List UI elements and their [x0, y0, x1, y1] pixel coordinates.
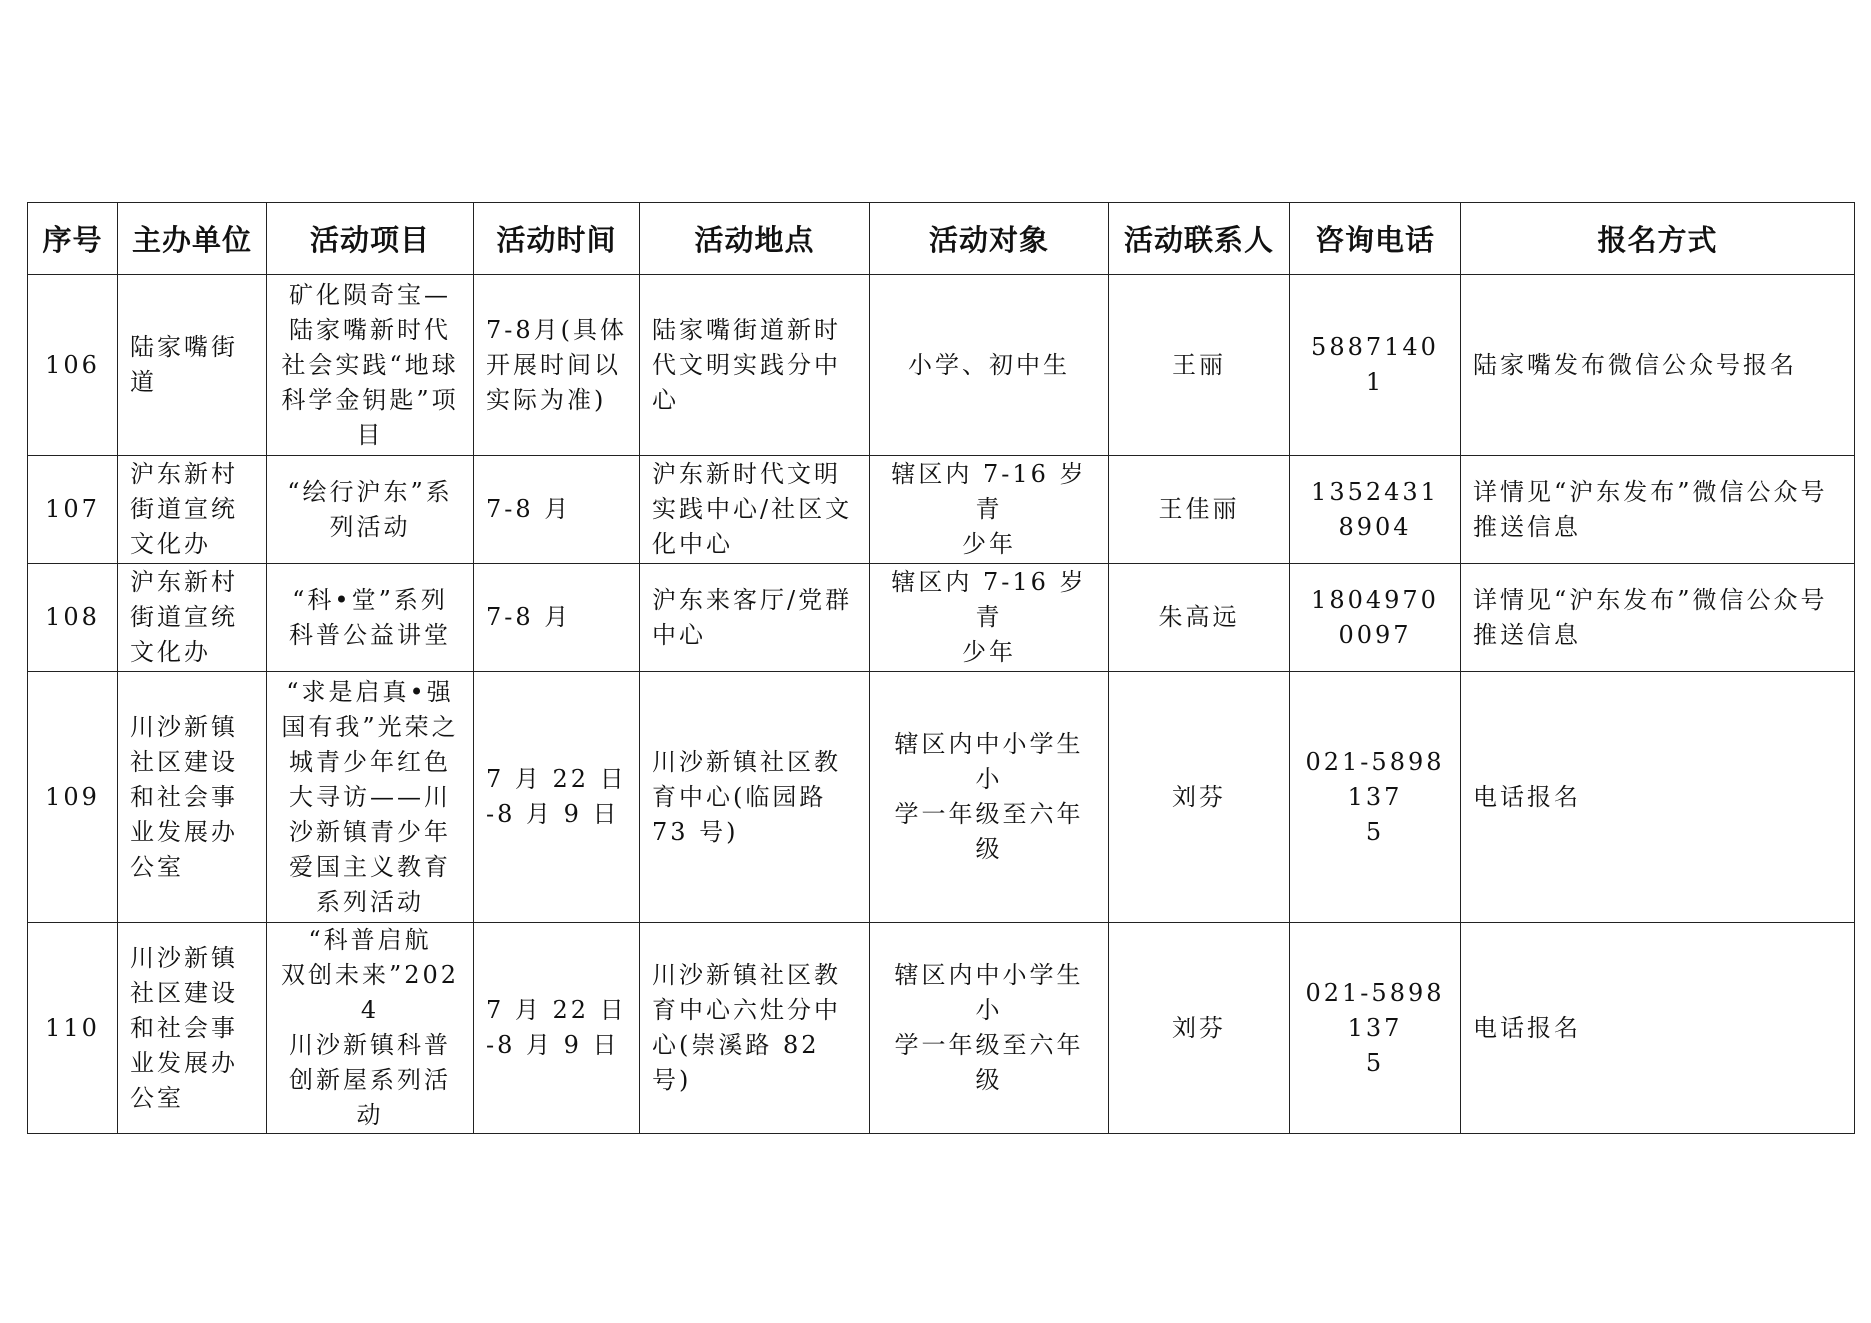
table-header-row [28, 203, 1855, 275]
cell-phone: 13524318904 [1290, 456, 1461, 564]
cell-audience: 辖区内中小学生小 学一年级至六年级 [870, 672, 1109, 923]
table-row [28, 456, 1855, 564]
cell-location: 沪东来客厅/党群 中心 [640, 564, 870, 672]
cell-organizer: 陆家嘴街 道 [118, 275, 267, 456]
cell-project: “科•堂”系列 科普公益讲堂 [267, 564, 474, 672]
cell-phone: 18049700097 [1290, 564, 1461, 672]
cell-audience: 辖区内 7-16 岁青 少年 [870, 456, 1109, 564]
cell-contact: 王丽 [1109, 275, 1290, 456]
cell-signup: 陆家嘴发布微信公众号报名 [1461, 275, 1855, 456]
cell-project: “科普启航 双创未来”2024 川沙新镇科普 创新屋系列活 动 [267, 923, 474, 1134]
table-row [28, 564, 1855, 672]
cell-time: 7-8 月 [474, 456, 640, 564]
cell-signup: 详情见“沪东发布”微信公众号 推送信息 [1461, 456, 1855, 564]
cell-location: 川沙新镇社区教 育中心六灶分中 心(崇溪路 82 号) [640, 923, 870, 1134]
cell-location: 陆家嘴街道新时 代文明实践分中 心 [640, 275, 870, 456]
cell-project: 矿化陨奇宝— 陆家嘴新时代 社会实践“地球 科学金钥匙”项 目 [267, 275, 474, 456]
cell-organizer: 沪东新村 街道宣统 文化办 [118, 564, 267, 672]
cell-organizer: 川沙新镇 社区建设 和社会事 业发展办 公室 [118, 923, 267, 1134]
table-row [28, 672, 1855, 923]
cell-phone: 021-5898137 5 [1290, 672, 1461, 923]
cell-audience: 小学、初中生 [870, 275, 1109, 456]
cell-no: 109 [28, 672, 118, 923]
cell-contact: 王佳丽 [1109, 456, 1290, 564]
cell-project: “绘行沪东”系 列活动 [267, 456, 474, 564]
cell-time: 7-8月(具体 开展时间以 实际为准) [474, 275, 640, 456]
header-audience: 活动对象 [870, 203, 1109, 275]
header-contact: 活动联系人 [1109, 203, 1290, 275]
cell-no: 107 [28, 456, 118, 564]
table-row [28, 923, 1855, 1134]
cell-contact: 刘芬 [1109, 923, 1290, 1134]
cell-signup: 电话报名 [1461, 672, 1855, 923]
cell-organizer: 川沙新镇 社区建设 和社会事 业发展办 公室 [118, 672, 267, 923]
cell-time: 7 月 22 日 -8 月 9 日 [474, 672, 640, 923]
cell-location: 沪东新时代文明 实践中心/社区文 化中心 [640, 456, 870, 564]
cell-time: 7 月 22 日 -8 月 9 日 [474, 923, 640, 1134]
cell-project: “求是启真•强 国有我”光荣之 城青少年红色 大寻访——川 沙新镇青少年 爱国主义教育 系列活动 [267, 672, 474, 923]
cell-audience: 辖区内 7-16 岁青 少年 [870, 564, 1109, 672]
table-row [28, 275, 1855, 456]
cell-audience: 辖区内中小学生小 学一年级至六年级 [870, 923, 1109, 1134]
header-location: 活动地点 [640, 203, 870, 275]
document-page [27, 202, 1854, 1134]
header-project: 活动项目 [267, 203, 474, 275]
cell-no: 108 [28, 564, 118, 672]
cell-contact: 刘芬 [1109, 672, 1290, 923]
cell-no: 106 [28, 275, 118, 456]
cell-phone: 021-5898137 5 [1290, 923, 1461, 1134]
header-signup: 报名方式 [1461, 203, 1855, 275]
cell-location: 川沙新镇社区教 育中心(临园路 73 号) [640, 672, 870, 923]
cell-signup: 详情见“沪东发布”微信公众号 推送信息 [1461, 564, 1855, 672]
cell-signup: 电话报名 [1461, 923, 1855, 1134]
cell-organizer: 沪东新村 街道宣统 文化办 [118, 456, 267, 564]
header-time: 活动时间 [474, 203, 640, 275]
activity-table [27, 202, 1855, 1134]
header-organizer: 主办单位 [118, 203, 267, 275]
cell-no: 110 [28, 923, 118, 1134]
cell-time: 7-8 月 [474, 564, 640, 672]
cell-contact: 朱高远 [1109, 564, 1290, 672]
header-no: 序号 [28, 203, 118, 275]
cell-phone: 58871401 [1290, 275, 1461, 456]
header-phone: 咨询电话 [1290, 203, 1461, 275]
